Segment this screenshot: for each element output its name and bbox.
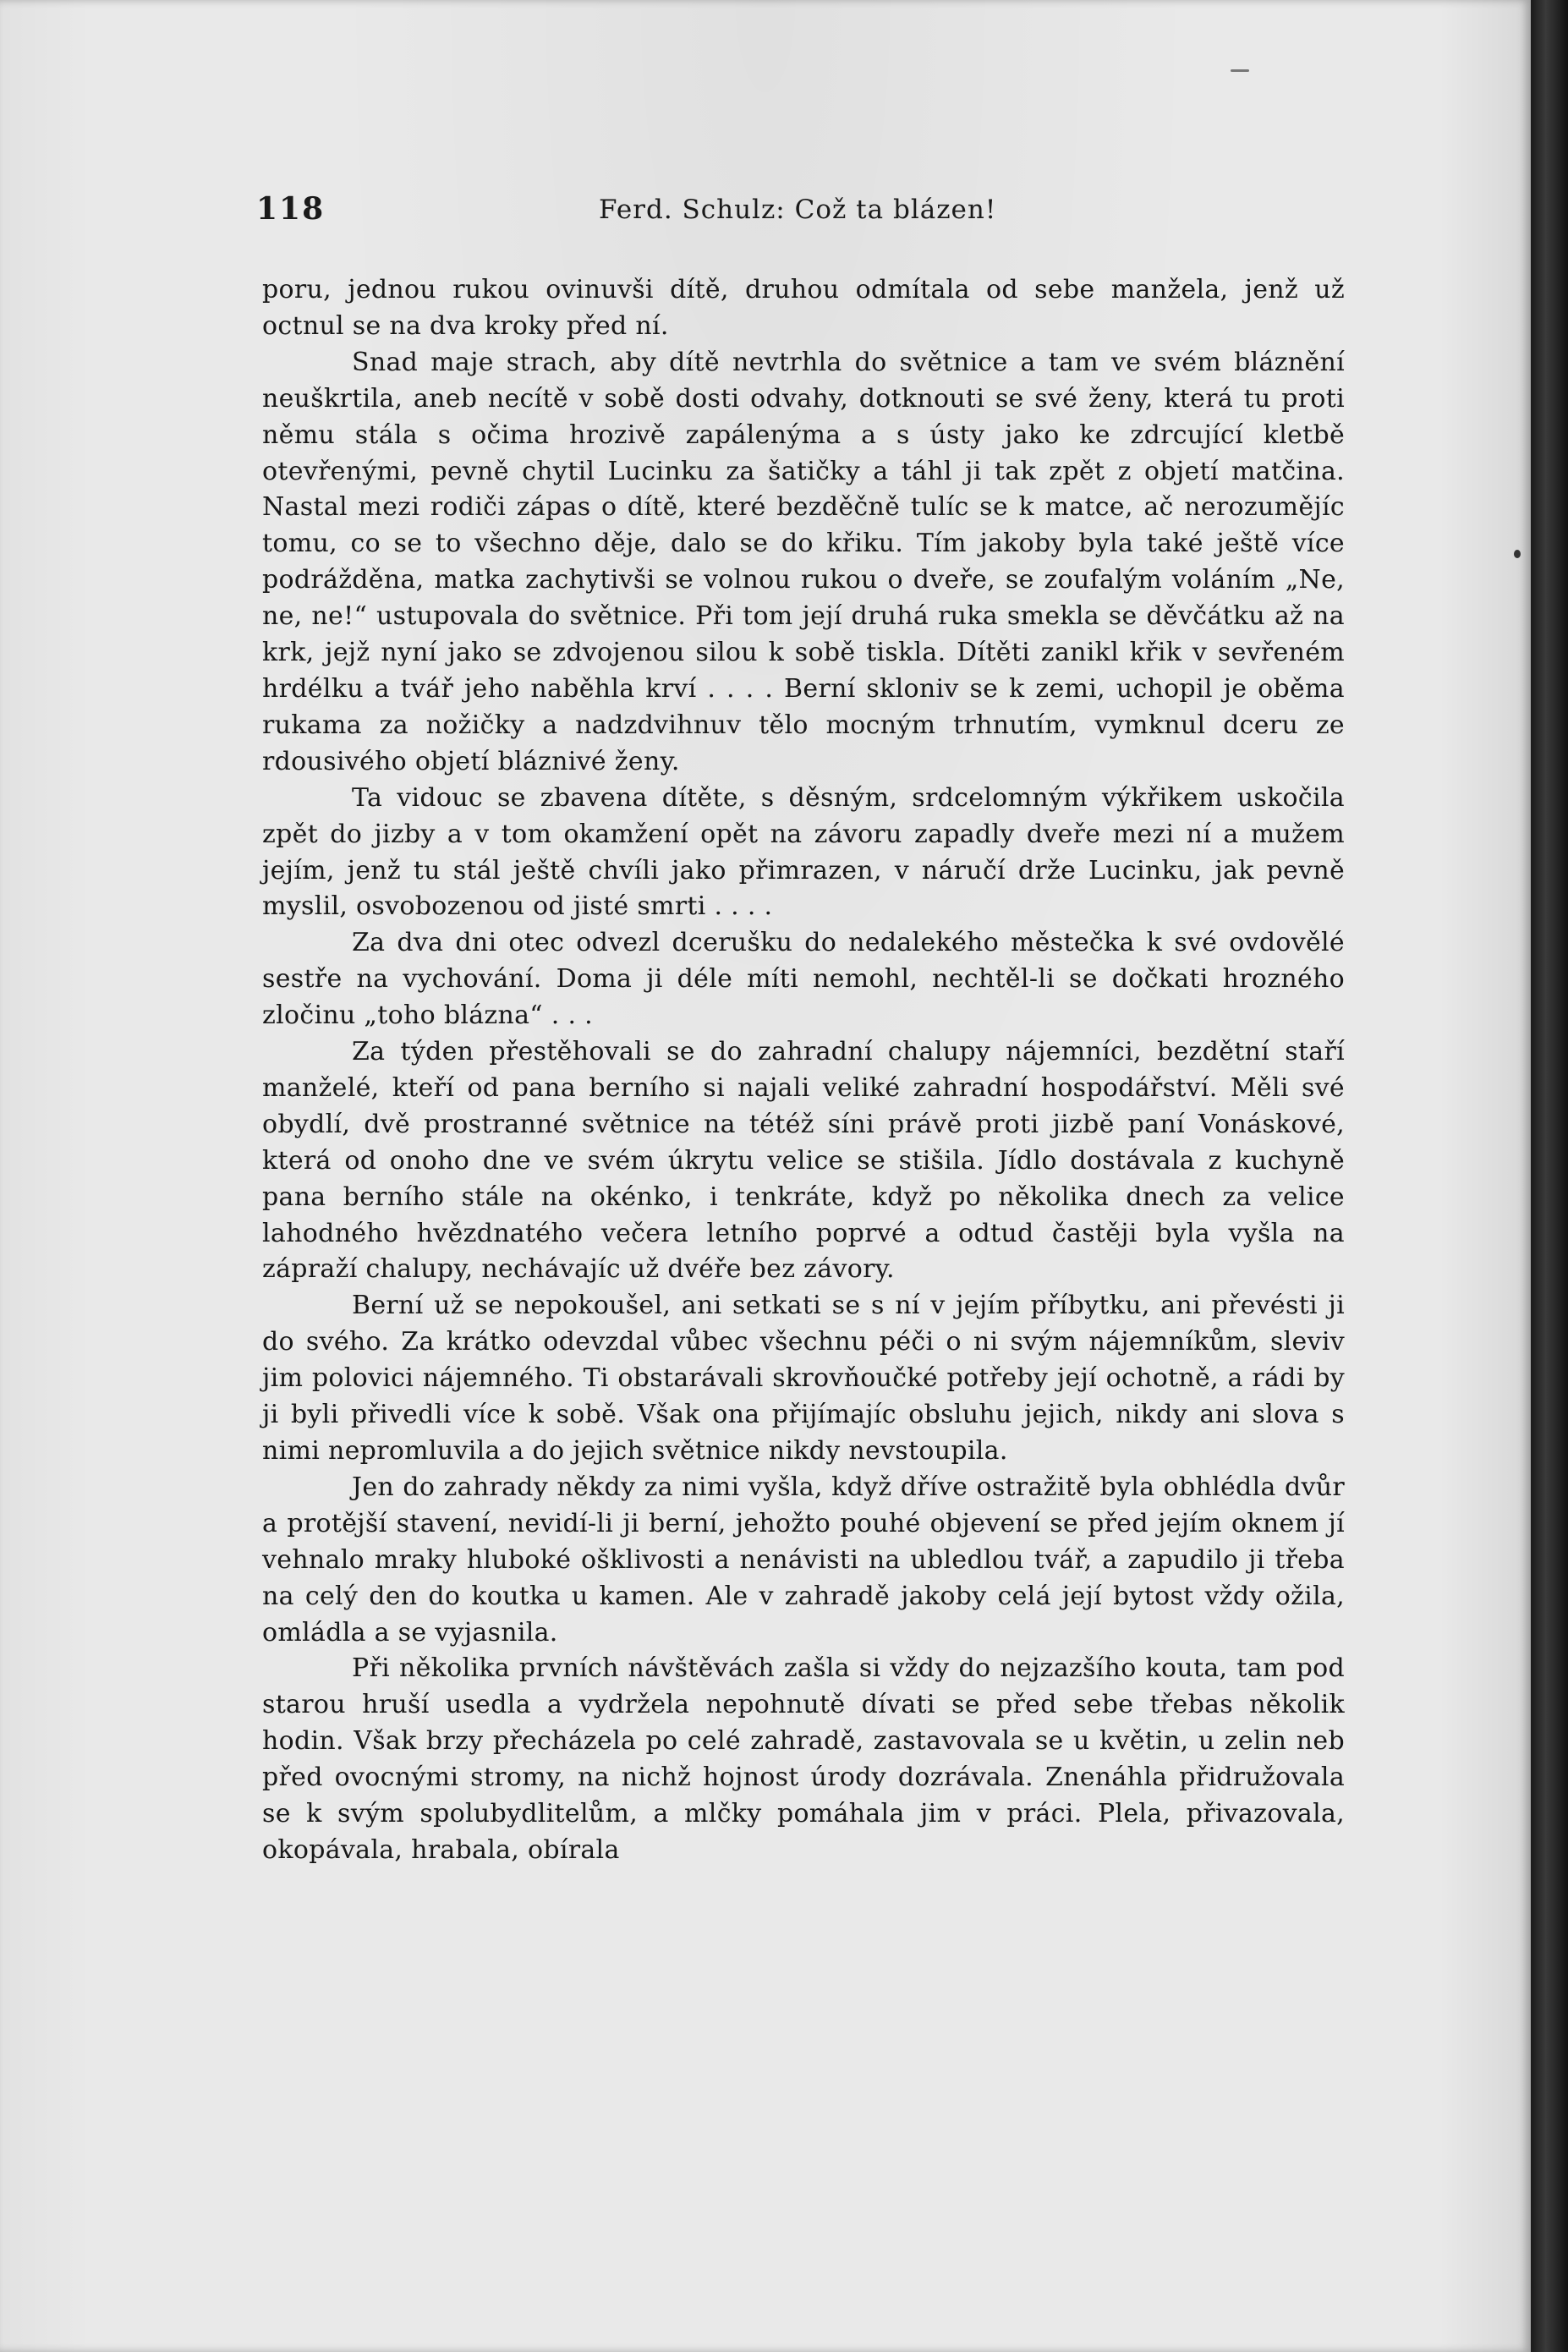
paragraph: Jen do zahrady někdy za nimi vyšla, když dříve ostražitě byla obhlédla dvůr a protější stavení, nevidí-li ji berní, jehožto pouhé objevení se před jejím oknem jí vehnalo mraky hluboké ošklivosti a nenávisti na ubledlou tvář, a zapudilo ji třeba na celý den do koutka u kamen. Ale v zahradě jakoby celá její bytost vždy ožila, omládla a se vyjasnila. [262,1472,1345,1647]
paragraph: Za dva dni otec odvezl dcerušku do nedalekého městečka k své ovdovělé sestře na vychování. Doma ji déle míti nemohl, nechtěl-li se dočkati hrozného zločinu „toho blázna“ . . . [262,928,1345,1031]
paragraph: Snad maje strach, aby dítě nevtrhla do světnice a tam ve svém bláznění neuškrtila, aneb necítě v sobě dosti odvahy, dotknouti se své ženy, která tu proti němu stála s očima hrozivě zapálenýma a s ústy jako ke zdrcující kletbě otevřenými, pevně chytil Lucinku za šatičky a táhl ji tak zpět z objetí matčina. Nastal mezi rodiči zápas o dítě, které bezděčně tulíc se k matce, ač nerozumějíc tomu, co se to všechno děje, dalo se do křiku. Tím jakoby byla také ještě více podrážděna, matka zachytivši se volnou rukou o dveře, se zoufalým voláním „Ne, ne, ne!“ ustupovala do světnice. Při tom její druhá ruka smekla se děvčátku až na krk, jejž nyní jako se zdvojenou silou k sobě tiskla. Dítěti zanikl křik v sevřeném hrdélku a tvář jeho naběhla krví . . . . Berní skloniv se k zemi, uchopil je oběma rukama za nožičky a nadzdvihnuv tělo mocným trhnutím, vymknul dceru ze rdousivého objetí bláznivé ženy. [262,347,1345,776]
paragraph: poru, jednou rukou ovinuvši dítě, druhou odmítala od sebe manžela, jenž už octnul se na dva kroky před ní. [262,275,1345,341]
page-header [256,188,1339,238]
paragraph: Ta vidouc se zbavena dítěte, s děsným, srdcelomným výkřikem uskočila zpět do jizby a v tom okamžení opět na závoru zapadly dveře mezi ní a mužem jejím, jenž tu stál ještě chvíli jako přimrazen, v náručí drže Lucinku, jak pevně myslil, osvobozenou od jisté smrti . . . . [262,782,1345,922]
paragraph: Při několika prvních návštěvách zašla si vždy do nejzazšího kouta, tam pod starou hruší usedla a vydržela nepohnutě dívati se před sebe třebas několik hodin. Však brzy přecházela po celé zahradě, zastavovala se u květin, u zelin neb před ovocnými stromy, na nichž hojnost úrody dozrávala. Znenáhla přidružovala se k svým spolubydlitelům, a mlčky pomáhala jim v práci. Plela, přivazovala, okopávala, hrabala, obírala [262,1653,1345,1865]
running-title: Ferd. Schulz: Což ta blázen! [599,195,997,225]
paragraph: Berní už se nepokoušel, ani setkati se s ní v jejím příbytku, ani převésti ji do svého. Za krátko odevzdal vůbec všechnu péči o ni svým nájemníkům, sleviv jim polovici nájemného. Ti obstarávali skrovňoučké potřeby její ochotně, a rádi by ji byli přivedli více k sobě. Však ona přijímajíc obsluhu jejich, nikdy ani slova s nimi nepromluvila a do jejich světnice nikdy nevstoupila. [262,1291,1345,1466]
page-number: 118 [256,191,326,227]
scan-speck [1231,69,1249,72]
book-spine-edge [1531,0,1568,2352]
paragraph: Za týden přestěhovali se do zahradní chalupy nájemníci, bezdětní staří manželé, kteří od pana berního si najali veliké zahradní hospodářství. Měli své obydlí, dvě prostranné světnice na tétéž síni právě proti jizbě paní Vonáskové, která od onoho dne ve svém úkrytu velice se stišila. Jídlo dostávala z kuchyně pana berního stále na okénko, i tenkráte, když po několika dnech za velice lahodného hvězdnatého večera letního poprvé a odtud častěji byla vyšla na zápraží chalupy, nechávajíc už dvéře bez závory. [262,1037,1345,1285]
body-text [262,272,1345,1869]
scan-speck [1514,550,1521,558]
